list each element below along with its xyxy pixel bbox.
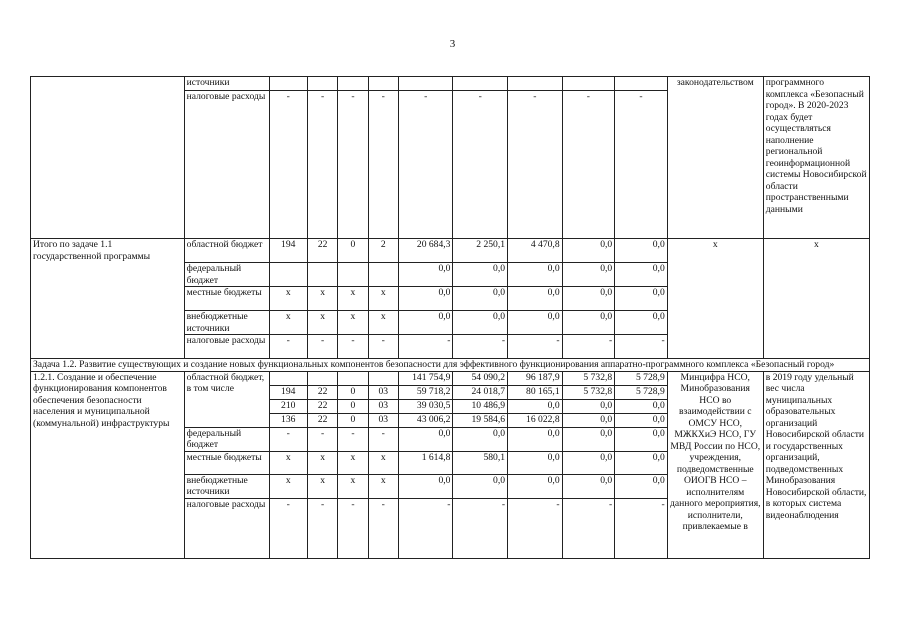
value-cell: 0,0: [615, 287, 668, 311]
value-cell: 5 728,9: [615, 385, 668, 399]
source-cell: областной бюджет, в том числе: [184, 371, 269, 427]
source-cell: налоговые расходы: [184, 498, 269, 558]
code-cell: 03: [368, 385, 398, 399]
value-cell: 39 030,5: [398, 399, 453, 413]
result-cell: в 2019 году удельный вес числа муниципальных образовательных организаций Новосибирской области и государственных организаций, подведомственных Минобразования Новосибирской области, в которых система видеонаблюдения: [763, 371, 869, 558]
code-cell: х: [307, 287, 337, 311]
code-cell: 0: [338, 385, 368, 399]
code-cell: -: [307, 335, 337, 359]
code-cell: [368, 371, 398, 385]
value-cell: 0,0: [615, 399, 668, 413]
code-cell: [269, 371, 307, 385]
code-cell: -: [368, 335, 398, 359]
value-cell: 0,0: [453, 474, 508, 498]
code-cell: х: [269, 287, 307, 311]
value-cell: 0,0: [508, 399, 563, 413]
value-cell: 0,0: [508, 311, 563, 335]
executor-cell: х: [667, 239, 763, 359]
value-cell: 80 165,1: [508, 385, 563, 399]
empty-cell: [615, 77, 668, 91]
code-cell: х: [368, 451, 398, 474]
value-cell: 0,0: [508, 451, 563, 474]
value-cell: 0,0: [398, 427, 453, 451]
value-cell: 54 090,2: [453, 371, 508, 385]
task-title: Задача 1.2. Развитие существующих и создание новых функциональных компонентов безопасности для эффективного функционирования аппаратно-программного комплекса «Безопасный город»: [31, 359, 870, 372]
executor-cell: Минцифра НСО, Минобразования НСО во взаимодействии с ОМСУ НСО, МЖКХиЭ НСО, ГУ МВД России по НСО, учреждения, подведомственные ОИОГВ НСО – исполнителям данного мероприятия, исполнители, привлекаемые в: [667, 371, 763, 558]
value-cell: 1 614,8: [398, 451, 453, 474]
value-cell: 20 684,3: [398, 239, 453, 263]
value-cell: 5 728,9: [615, 371, 668, 385]
code-cell: 22: [307, 239, 337, 263]
code-cell: [338, 371, 368, 385]
value-cell: 0,0: [615, 239, 668, 263]
value-cell: 5 732,8: [562, 371, 615, 385]
source-cell: областной бюджет: [184, 239, 269, 263]
value-cell: 0,0: [615, 413, 668, 427]
value-cell: 0,0: [562, 413, 615, 427]
code-cell: 0: [338, 413, 368, 427]
result-cell: х: [763, 239, 869, 359]
source-cell: федеральный бюджет: [184, 263, 269, 287]
empty-cell: [398, 77, 453, 91]
code-cell: -: [307, 427, 337, 451]
code-cell: 03: [368, 413, 398, 427]
table-row: [31, 239, 870, 263]
code-cell: [338, 263, 368, 287]
value-cell: 0,0: [398, 311, 453, 335]
table-row: [31, 77, 870, 91]
value-cell: 24 018,7: [453, 385, 508, 399]
dash-cell: -: [338, 91, 368, 239]
code-cell: 210: [269, 399, 307, 413]
value-cell: 0,0: [453, 427, 508, 451]
value-cell: 0,0: [453, 311, 508, 335]
code-cell: 194: [269, 239, 307, 263]
empty-cell: [508, 77, 563, 91]
value-cell: 580,1: [453, 451, 508, 474]
code-cell: -: [338, 335, 368, 359]
value-cell: 0,0: [562, 474, 615, 498]
code-cell: х: [269, 311, 307, 335]
dash-cell: -: [307, 91, 337, 239]
value-cell: 0,0: [615, 474, 668, 498]
executor-cell: законодательством: [667, 77, 763, 239]
value-cell: 0,0: [508, 263, 563, 287]
value-cell: 16 022,8: [508, 413, 563, 427]
value-cell: 0,0: [562, 427, 615, 451]
code-cell: -: [338, 498, 368, 558]
value-cell: 59 718,2: [398, 385, 453, 399]
dash-cell: -: [508, 91, 563, 239]
page-number: 3: [449, 38, 456, 50]
dash-cell: -: [269, 91, 307, 239]
code-cell: -: [368, 427, 398, 451]
source-cell: налоговые расходы: [184, 91, 269, 239]
source-cell: внебюджетные источники: [184, 311, 269, 335]
code-cell: 22: [307, 413, 337, 427]
value-cell: 0,0: [508, 287, 563, 311]
value-cell: 0,0: [398, 287, 453, 311]
dash-cell: -: [562, 91, 615, 239]
code-cell: х: [368, 287, 398, 311]
code-cell: х: [307, 311, 337, 335]
code-cell: [368, 263, 398, 287]
code-cell: 22: [307, 399, 337, 413]
value-cell: 0,0: [615, 451, 668, 474]
value-cell: 0,0: [508, 474, 563, 498]
code-cell: -: [338, 427, 368, 451]
code-cell: -: [368, 498, 398, 558]
source-cell: местные бюджеты: [184, 287, 269, 311]
value-cell: 0,0: [562, 263, 615, 287]
code-cell: 136: [269, 413, 307, 427]
value-cell: 0,0: [615, 427, 668, 451]
value-cell: 0,0: [562, 287, 615, 311]
source-cell: федеральный бюджет: [184, 427, 269, 451]
empty-cell: [269, 77, 307, 91]
value-cell: 0,0: [398, 263, 453, 287]
code-cell: х: [338, 451, 368, 474]
value-cell: 0,0: [615, 311, 668, 335]
code-cell: 194: [269, 385, 307, 399]
value-cell: 4 470,8: [508, 239, 563, 263]
value-cell: -: [615, 335, 668, 359]
value-cell: -: [398, 335, 453, 359]
value-cell: 0,0: [453, 287, 508, 311]
code-cell: [307, 263, 337, 287]
value-cell: -: [562, 498, 615, 558]
value-cell: 43 006,2: [398, 413, 453, 427]
value-cell: 0,0: [508, 427, 563, 451]
table-row: [31, 371, 870, 385]
code-cell: х: [338, 287, 368, 311]
program-table: [30, 76, 870, 559]
value-cell: 0,0: [398, 474, 453, 498]
code-cell: 03: [368, 399, 398, 413]
dash-cell: -: [368, 91, 398, 239]
value-cell: -: [562, 335, 615, 359]
value-cell: 0,0: [562, 311, 615, 335]
code-cell: х: [307, 474, 337, 498]
code-cell: -: [307, 498, 337, 558]
value-cell: -: [508, 498, 563, 558]
code-cell: х: [307, 451, 337, 474]
source-cell: налоговые расходы: [184, 335, 269, 359]
code-cell: -: [269, 498, 307, 558]
value-cell: -: [453, 335, 508, 359]
code-cell: х: [269, 451, 307, 474]
code-cell: х: [338, 311, 368, 335]
code-cell: 22: [307, 385, 337, 399]
dash-cell: -: [398, 91, 453, 239]
measure-label: 1.2.1. Создание и обеспечение функционирования компонентов обеспечения безопасности населения и муниципальной (коммунальной) инфраструктуры: [31, 371, 185, 558]
code-cell: [307, 371, 337, 385]
code-cell: х: [269, 474, 307, 498]
empty-cell: [338, 77, 368, 91]
value-cell: -: [453, 498, 508, 558]
result-cell: программного комплекса «Безопасный город». В 2020-2023 годах будет осуществляться наполнение региональной геоинформационной системы Новосибирской области пространственными данными: [763, 77, 869, 239]
total-label: Итого по задаче 1.1 государственной программы: [31, 239, 185, 359]
code-cell: х: [338, 474, 368, 498]
dash-cell: -: [453, 91, 508, 239]
code-cell: -: [269, 427, 307, 451]
blank-cell: [31, 77, 185, 239]
empty-cell: [453, 77, 508, 91]
value-cell: 0,0: [453, 263, 508, 287]
code-cell: х: [368, 311, 398, 335]
source-cell: внебюджетные источники: [184, 474, 269, 498]
value-cell: 0,0: [562, 399, 615, 413]
value-cell: 96 187,9: [508, 371, 563, 385]
value-cell: -: [615, 498, 668, 558]
value-cell: 10 486,9: [453, 399, 508, 413]
code-cell: х: [368, 474, 398, 498]
source-cell: местные бюджеты: [184, 451, 269, 474]
empty-cell: [307, 77, 337, 91]
value-cell: 19 584,6: [453, 413, 508, 427]
value-cell: 0,0: [615, 263, 668, 287]
source-cell: источники: [184, 77, 269, 91]
empty-cell: [562, 77, 615, 91]
value-cell: -: [398, 498, 453, 558]
table-row: [31, 359, 870, 372]
code-cell: 0: [338, 239, 368, 263]
dash-cell: -: [615, 91, 668, 239]
value-cell: 2 250,1: [453, 239, 508, 263]
code-cell: 0: [338, 399, 368, 413]
value-cell: 0,0: [562, 451, 615, 474]
code-cell: -: [269, 335, 307, 359]
value-cell: -: [508, 335, 563, 359]
empty-cell: [368, 77, 398, 91]
code-cell: 2: [368, 239, 398, 263]
value-cell: 5 732,8: [562, 385, 615, 399]
value-cell: 0,0: [562, 239, 615, 263]
code-cell: [269, 263, 307, 287]
value-cell: 141 754,9: [398, 371, 453, 385]
